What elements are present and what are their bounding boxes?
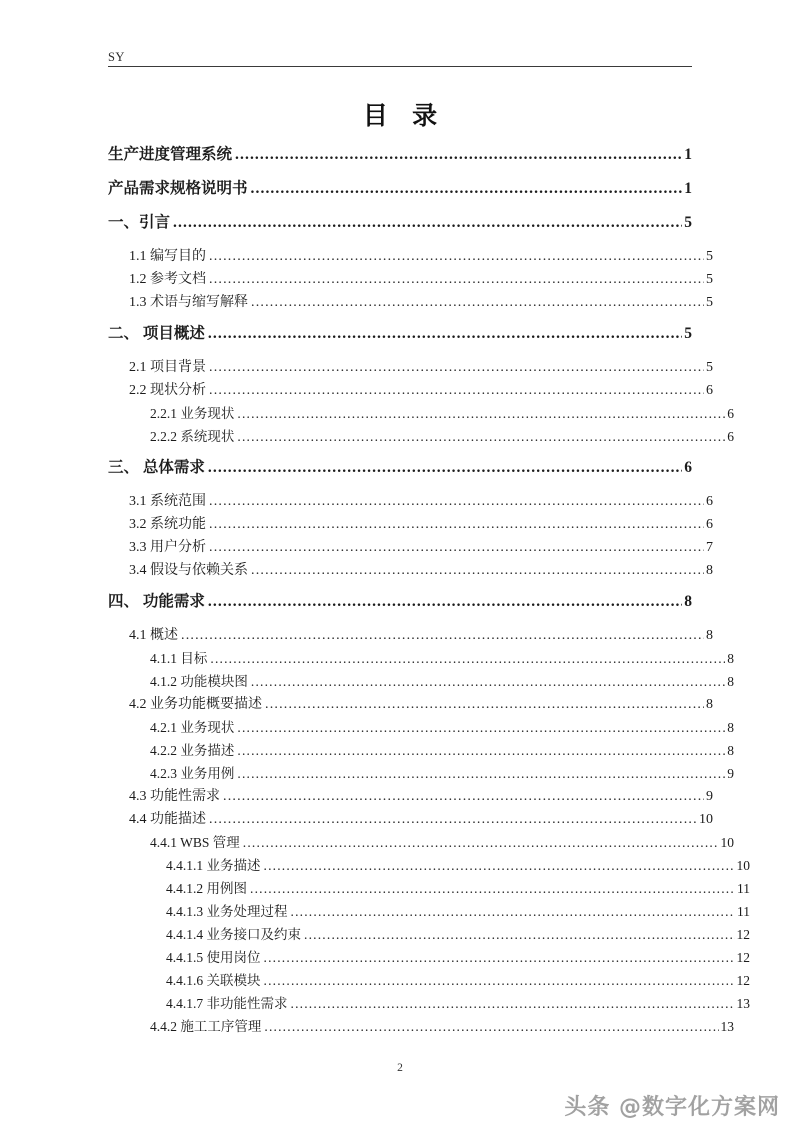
toc-entry[interactable]	[129, 383, 713, 398]
toc-entry[interactable]	[166, 927, 750, 942]
toc-entry-label: 3.4 假设与依赖关系	[129, 563, 248, 578]
toc-entry[interactable]	[150, 835, 734, 850]
toc-entry-page-number: 8	[727, 651, 734, 666]
toc-dot-leader	[209, 361, 704, 375]
toc-dot-leader	[208, 326, 682, 342]
toc-entry-label: 2.2 现状分析	[129, 383, 206, 398]
toc-entry-label: 4.4 功能描述	[129, 812, 206, 827]
toc-entry[interactable]	[129, 494, 713, 509]
toc-entry-page-number: 6	[706, 383, 713, 398]
toc-entry-page-number: 6	[727, 429, 734, 444]
toc-entry-page-number: 5	[706, 249, 713, 264]
toc-entry[interactable]	[108, 147, 692, 163]
toc-entry-page-number: 10	[736, 858, 750, 873]
toc-entry-page-number: 12	[736, 950, 750, 965]
toc-entry[interactable]	[150, 1019, 734, 1034]
toc-entry-label: 4.3 功能性需求	[129, 789, 220, 804]
toc-dot-leader	[291, 997, 735, 1011]
toc-entry-page-number: 10	[699, 812, 713, 827]
toc-entry-label: 4.4.1.2 用例图	[166, 881, 247, 896]
toc-entry[interactable]	[108, 594, 692, 610]
toc-entry[interactable]	[150, 766, 734, 781]
toc-dot-leader	[264, 974, 735, 988]
toc-entry[interactable]	[129, 517, 713, 532]
toc-entry-page-number: 8	[706, 697, 713, 712]
toc-entry-page-number: 8	[727, 743, 734, 758]
toc-entry-page-number: 10	[720, 835, 734, 850]
toc-dot-leader	[250, 882, 735, 896]
toc-entry-page-number: 6	[727, 406, 734, 421]
toc-dot-leader	[237, 430, 725, 444]
toc-entry-label: 4.1.1 目标	[150, 651, 208, 666]
toc-entry-label: 4.4.1.7 非功能性需求	[166, 996, 288, 1011]
page-header	[108, 50, 692, 67]
toc-entry[interactable]	[129, 812, 713, 827]
toc-entry-label: 2.2.1 业务现状	[150, 406, 235, 421]
toc-entry-label: 4.4.2 施工工序管理	[150, 1019, 262, 1034]
toc-entry-label: 4.4.1.5 使用岗位	[166, 950, 261, 965]
toc-entry-label: 二、 项目概述	[108, 325, 205, 342]
toc-entry-label: 4.2.3 业务用例	[150, 766, 235, 781]
page-title: 目 录	[362, 103, 447, 130]
toc-entry-page-number: 13	[720, 1019, 734, 1034]
toc-entry[interactable]	[129, 563, 713, 578]
toc-dot-leader	[223, 790, 704, 804]
toc-entry-label: 1.1 编写目的	[129, 249, 206, 264]
toc-entry-label: 生产进度管理系统	[108, 146, 233, 163]
toc-entry[interactable]	[108, 181, 692, 197]
toc-entry-label: 3.3 用户分析	[129, 540, 206, 555]
toc-entry-label: 3.2 系统功能	[129, 517, 206, 532]
toc-entry-label: 4.1.2 功能模块图	[150, 674, 248, 689]
toc-entry-page-number: 5	[706, 360, 713, 375]
toc-entry-page-number: 6	[706, 494, 713, 509]
toc-entry[interactable]	[108, 215, 692, 231]
toc-entry[interactable]	[129, 540, 713, 555]
toc-entry-label: 1.2 参考文档	[129, 272, 206, 287]
toc-dot-leader	[209, 273, 704, 287]
toc-entry[interactable]	[166, 950, 750, 965]
toc-dot-leader	[173, 215, 682, 231]
table-of-contents	[108, 146, 750, 1042]
toc-entry[interactable]	[166, 996, 750, 1011]
toc-entry-label: 4.4.1.6 关联模块	[166, 973, 261, 988]
toc-entry[interactable]	[129, 628, 713, 643]
toc-entry-label: 2.2.2 系统现状	[150, 429, 235, 444]
toc-entry-label: 4.4.1.1 业务描述	[166, 858, 261, 873]
toc-entry[interactable]	[129, 272, 713, 287]
toc-entry[interactable]	[129, 697, 713, 712]
toc-dot-leader	[209, 541, 704, 555]
toc-entry-page-number: 8	[706, 628, 713, 643]
toc-entry-page-number: 8	[684, 593, 692, 610]
toc-entry[interactable]	[108, 460, 692, 476]
toc-dot-leader	[209, 813, 697, 827]
toc-entry[interactable]	[129, 789, 713, 804]
toc-entry-page-number: 8	[727, 720, 734, 735]
toc-entry-label: 四、 功能需求	[108, 593, 205, 610]
toc-entry-label: 4.2.2 业务描述	[150, 743, 235, 758]
header-divider	[108, 66, 692, 67]
toc-entry[interactable]	[129, 249, 713, 264]
toc-dot-leader	[264, 951, 735, 965]
toc-entry-page-number: 9	[727, 766, 734, 781]
toc-entry[interactable]	[166, 858, 750, 873]
toc-dot-leader	[243, 836, 719, 850]
toc-entry[interactable]	[150, 651, 734, 666]
toc-dot-leader	[304, 928, 735, 942]
watermark: 头条 @数字化方案网	[564, 1095, 780, 1120]
toc-entry[interactable]	[166, 904, 750, 919]
toc-entry-page-number: 8	[727, 674, 734, 689]
toc-entry[interactable]	[150, 674, 734, 689]
toc-dot-leader	[237, 744, 725, 758]
toc-dot-leader	[237, 721, 725, 735]
toc-entry-page-number: 13	[736, 996, 750, 1011]
toc-dot-leader	[235, 147, 682, 163]
toc-entry-label: 4.2.1 业务现状	[150, 720, 235, 735]
toc-entry-page-number: 11	[737, 904, 750, 919]
toc-dot-leader	[209, 518, 704, 532]
toc-dot-leader	[209, 250, 704, 264]
toc-dot-leader	[210, 652, 725, 666]
toc-entry-page-number: 7	[706, 540, 713, 555]
toc-entry-page-number: 12	[736, 927, 750, 942]
toc-entry[interactable]	[150, 406, 734, 421]
toc-dot-leader	[251, 675, 725, 689]
running-head-text: SY	[108, 50, 125, 64]
toc-entry-label: 4.4.1 WBS 管理	[150, 835, 240, 850]
toc-dot-leader	[208, 460, 682, 476]
toc-dot-leader	[181, 629, 704, 643]
toc-entry[interactable]	[150, 743, 734, 758]
toc-entry-page-number: 6	[684, 459, 692, 476]
toc-dot-leader	[209, 384, 704, 398]
toc-entry[interactable]	[150, 429, 734, 444]
toc-entry-page-number: 5	[684, 214, 692, 231]
toc-entry-label: 4.2 业务功能概要描述	[129, 697, 262, 712]
toc-entry-page-number: 5	[684, 325, 692, 342]
toc-entry-page-number: 9	[706, 789, 713, 804]
toc-entry-label: 产品需求规格说明书	[108, 180, 248, 197]
toc-entry[interactable]	[108, 326, 692, 342]
toc-entry-page-number: 5	[706, 295, 713, 310]
toc-dot-leader	[265, 698, 704, 712]
toc-dot-leader	[237, 407, 725, 421]
toc-entry-page-number: 12	[736, 973, 750, 988]
toc-dot-leader	[251, 564, 704, 578]
toc-dot-leader	[208, 594, 682, 610]
toc-dot-leader	[251, 296, 704, 310]
toc-dot-leader	[237, 767, 725, 781]
toc-entry[interactable]	[166, 881, 750, 896]
toc-entry[interactable]	[150, 720, 734, 735]
toc-entry-page-number: 11	[737, 881, 750, 896]
toc-dot-leader	[251, 181, 683, 197]
toc-entry-page-number: 8	[706, 563, 713, 578]
toc-entry-page-number: 5	[706, 272, 713, 287]
toc-entry[interactable]	[129, 360, 713, 375]
toc-entry-label: 一、引言	[108, 214, 171, 231]
toc-entry-page-number: 6	[706, 517, 713, 532]
toc-entry-label: 4.4.1.3 业务处理过程	[166, 904, 288, 919]
toc-entry-page-number: 1	[684, 146, 692, 163]
toc-entry-label: 4.1 概述	[129, 628, 178, 643]
toc-entry-label: 1.3 术语与缩写解释	[129, 295, 248, 310]
toc-dot-leader	[291, 905, 736, 919]
toc-entry-page-number: 1	[684, 180, 692, 197]
toc-dot-leader	[209, 495, 704, 509]
toc-entry[interactable]	[166, 973, 750, 988]
footer-page-number: 2	[397, 1062, 403, 1074]
toc-dot-leader	[264, 859, 735, 873]
toc-entry-label: 2.1 项目背景	[129, 360, 206, 375]
toc-entry[interactable]	[129, 295, 713, 310]
toc-entry-label: 3.1 系统范围	[129, 494, 206, 509]
toc-entry-label: 4.4.1.4 业务接口及约束	[166, 927, 301, 942]
toc-entry-label: 三、 总体需求	[108, 459, 205, 476]
toc-dot-leader	[264, 1020, 718, 1034]
